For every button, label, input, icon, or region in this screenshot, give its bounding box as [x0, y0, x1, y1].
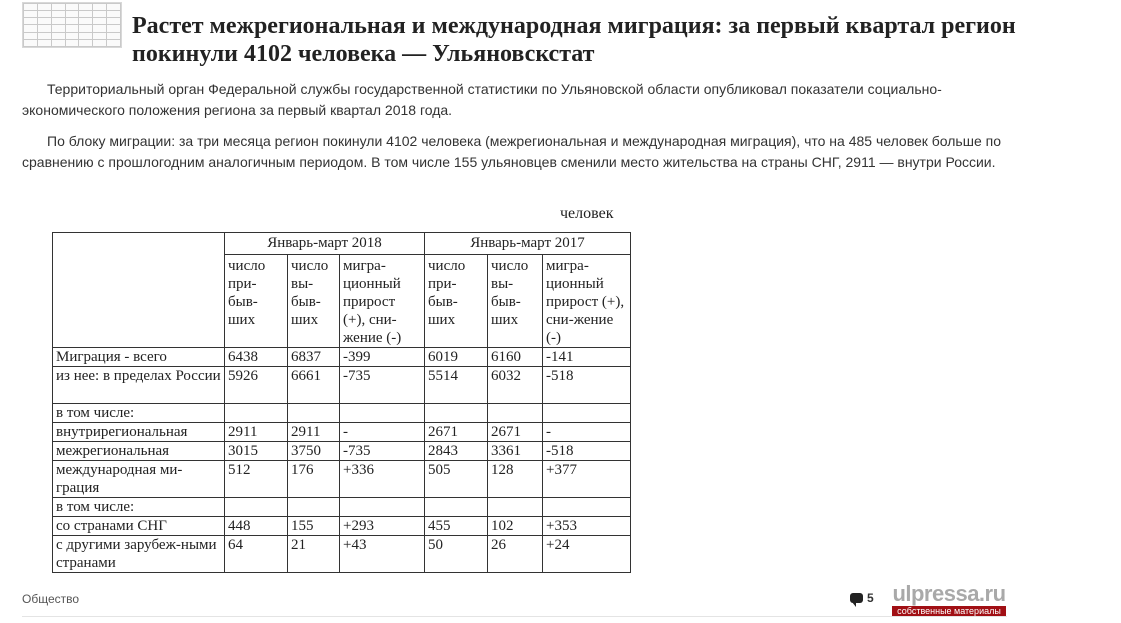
table-cell: 155 — [288, 517, 340, 536]
col-header-growth-2017: мигра-ционный прирост (+), сни-жение (-) — [543, 255, 631, 348]
table-cell: +24 — [543, 536, 631, 573]
row-label: межрегиональная — [53, 442, 225, 461]
group-header-2018: Январь-март 2018 — [225, 233, 425, 255]
table-cell: -735 — [340, 442, 425, 461]
table-row — [53, 442, 631, 461]
footer-divider — [22, 616, 1007, 617]
table-cell — [425, 404, 488, 423]
table-cell: 21 — [288, 536, 340, 573]
logo-tagline: собственные материалы — [892, 606, 1006, 616]
table-cell: 6019 — [425, 348, 488, 367]
table-row — [53, 517, 631, 536]
table-cell — [288, 498, 340, 517]
table-cell — [340, 498, 425, 517]
table-cell: 448 — [225, 517, 288, 536]
table-cell: 3015 — [225, 442, 288, 461]
col-header-arrived-2018: число при-быв-ших — [225, 255, 288, 348]
article-thumbnail[interactable] — [22, 2, 122, 48]
table-cell: 505 — [425, 461, 488, 498]
table-cell: 3361 — [488, 442, 543, 461]
table-cell: -518 — [543, 442, 631, 461]
table-cell: 102 — [488, 517, 543, 536]
table-cell: 3750 — [288, 442, 340, 461]
table-cell: 2911 — [225, 423, 288, 442]
comments-link[interactable] — [850, 591, 874, 605]
category-link[interactable]: Общество — [22, 592, 80, 606]
table-cell: 2843 — [425, 442, 488, 461]
table-unit-label: человек — [560, 205, 614, 222]
table-cell: 2911 — [288, 423, 340, 442]
table-cell: 5926 — [225, 367, 288, 404]
table-cell: -518 — [543, 367, 631, 404]
comment-icon — [850, 593, 863, 603]
table-cell: +293 — [340, 517, 425, 536]
col-header-arrived-2017: число при-быв-ших — [425, 255, 488, 348]
table-cell: -735 — [340, 367, 425, 404]
table-cell: 6032 — [488, 367, 543, 404]
article-paragraph-2: По блоку миграции: за три месяца регион покинули 4102 человека (межрегиональная и международная миграция), что на 485 человек больше по сравнению с прошлогодним аналогичным периодом. В том числе 155 ульяновцев сменили место жительства на страны СНГ, 2911 — внутри России. — [22, 133, 1002, 170]
table-cell: +336 — [340, 461, 425, 498]
article-paragraph-1: Территориальный орган Федеральной службы государственной статистики по Ульяновской области опубликовал показатели социально-экономического положения региона за первый квартал 2018 года. — [22, 81, 942, 118]
table-row — [53, 404, 631, 423]
table-cell: 2671 — [425, 423, 488, 442]
row-label: в том числе: — [53, 498, 225, 517]
row-label: со странами СНГ — [53, 517, 225, 536]
table-cell: 6160 — [488, 348, 543, 367]
table-cell: 2671 — [488, 423, 543, 442]
table-corner-cell — [53, 233, 225, 348]
row-label: внутрирегиональная — [53, 423, 225, 442]
table-cell: 512 — [225, 461, 288, 498]
table-cell: 455 — [425, 517, 488, 536]
table-row — [53, 423, 631, 442]
table-cell: 6661 — [288, 367, 340, 404]
table-cell: -399 — [340, 348, 425, 367]
table-cell: 26 — [488, 536, 543, 573]
table-cell — [488, 404, 543, 423]
row-label: в том числе: — [53, 404, 225, 423]
table-row — [53, 348, 631, 367]
table-cell — [543, 404, 631, 423]
table-cell — [225, 404, 288, 423]
col-header-left-2017: число вы-быв-ших — [488, 255, 543, 348]
table-cell: - — [543, 423, 631, 442]
table-cell — [425, 498, 488, 517]
table-cell: 176 — [288, 461, 340, 498]
table-cell: 128 — [488, 461, 543, 498]
table-cell — [488, 498, 543, 517]
table-cell: 6438 — [225, 348, 288, 367]
logo-name: ulpressa.ru — [892, 581, 1006, 606]
table-cell: -141 — [543, 348, 631, 367]
table-cell — [225, 498, 288, 517]
row-label: с другими зарубеж-ными странами — [53, 536, 225, 573]
table-cell: - — [340, 423, 425, 442]
table-cell: 6837 — [288, 348, 340, 367]
comments-count: 5 — [867, 591, 874, 605]
article-title[interactable]: Растет межрегиональная и международная миграция: за первый квартал регион покинули 4102 человека — Ульяновскстат — [132, 13, 1016, 67]
table-row — [53, 461, 631, 498]
table-cell — [340, 404, 425, 423]
group-header-2017: Январь-март 2017 — [425, 233, 631, 255]
table-cell: 50 — [425, 536, 488, 573]
table-cell — [288, 404, 340, 423]
table-cell — [543, 498, 631, 517]
table-row — [53, 498, 631, 517]
table-cell: +353 — [543, 517, 631, 536]
col-header-growth-2018: мигра-ционный прирост (+), сни-жение (-) — [340, 255, 425, 348]
row-label: из нее: в пределах России — [53, 367, 225, 404]
table-cell: +377 — [543, 461, 631, 498]
site-logo[interactable] — [892, 583, 1006, 616]
table-cell: +43 — [340, 536, 425, 573]
row-label: международная ми-грация — [53, 461, 225, 498]
migration-table — [52, 232, 631, 573]
table-cell: 64 — [225, 536, 288, 573]
table-cell: 5514 — [425, 367, 488, 404]
table-row — [53, 536, 631, 573]
col-header-left-2018: число вы-быв-ших — [288, 255, 340, 348]
table-row — [53, 367, 631, 404]
row-label: Миграция - всего — [53, 348, 225, 367]
